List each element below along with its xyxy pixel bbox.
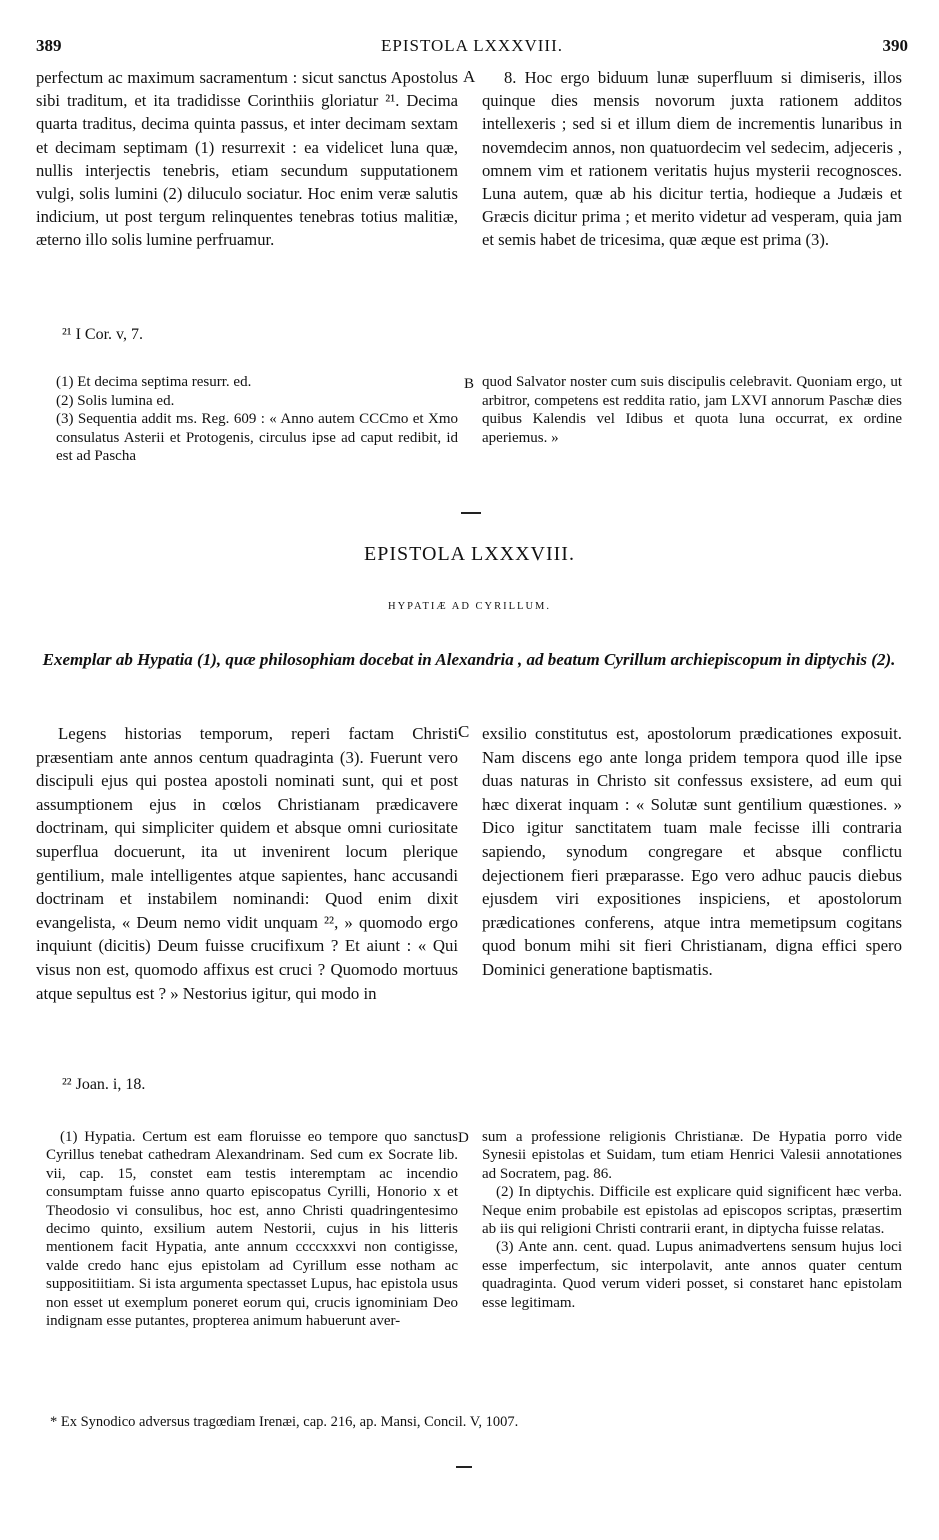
paragraph: perfectum ac maximum sacramentum : sicut sanctus Apostolus sibi traditum, et ita tradidisse Corinthiis gloriatur ²¹. Decima quarta traditus, decima quinta passus, et inter decimam sextam et decimam septimam (1) resurrexit : ea videlicet luna quæ, nullis interjectis tenebris, etiam secundum supputationem vulgi, solis lumini (2) diluculo sociatur. Hoc enim veræ salutis indicium, ut post tergum relinquentes tenebras totius malitiæ, æterno illo solis lumine perfruamur.	[36, 68, 458, 250]
upper-right-notes	[482, 373, 902, 447]
note: (1) Et decima septima resurr. ed.	[56, 374, 252, 390]
margin-marker-d: D	[458, 1130, 469, 1146]
upper-left-column	[36, 66, 458, 252]
note: (3) Sequentia addit ms. Reg. 609 : « Anno autem CCCmo et Xmo consulatus Asterii et Protogenis, circulus ipse ad caput redibit, id est ad Pascha	[56, 411, 458, 464]
running-header	[36, 36, 908, 58]
paragraph: Legens historias temporum, reperi factam Christi præsentiam ante annos centum quadraginta (3). Fuerunt vero discipuli ejus qui postea apostoli nominati sunt, qui et post assumptionem ejus in cœlos Christianam prædicavere doctrinam, qui simpliciter quidem et absque omni curiositate superflua docuerunt, ita ut invenirent locum plerique gentilium, male intelligentes atque sapientes, hanc accusandi doctrinam et instabilem nominandi: Quod enim dixit evangelista, « Deum nemo vidit unquam ²², » quomodo ergo inquiunt (dicitis) Deum fuisse crucifixum ? Et aiunt : « Qui visus non est, quomodo affixus est cruci ? Quomodo mortuus atque sepultus est ? » Nestorius igitur, qui modo in	[36, 724, 458, 1003]
epistle-intro: Exemplar ab Hypatia (1), quæ philosophiam docebat in Alexandria , ad beatum Cyrillum archiepiscopum in diptychis (2).	[42, 650, 896, 669]
source-footnote: * Ex Synodico adversus tragœdiam Irenæi, cap. 216, ap. Mansi, Concil. V, 1007.	[50, 1414, 519, 1430]
note: sum a professione religionis Christianæ. De Hypatia porro vide Synesii epistolas et Suidam, tum etiam Henrici Valesii annotationes ad Socratem, pag. 86.	[482, 1129, 902, 1182]
margin-marker-c: C	[458, 722, 470, 741]
epistle-title: EPISTOLA LXXXVIII.	[364, 543, 575, 565]
margin-marker-b: B	[464, 376, 475, 392]
footnote-reference: ²² Joan. i, 18.	[62, 1076, 146, 1093]
page-number-left: 389	[36, 36, 62, 55]
margin-marker-a: A	[463, 67, 476, 86]
note: (1) Hypatia. Certum est eam floruisse eo tempore quo sanctus Cyrillus tenebat cathedram Alexandrinam. Sed cum ex Socrate lib. vii, cap. 15, constet eam testis interemptam ac incendio consumptam fuisse anno quarto episcopatus Cyrilli, Honorio x et Theodosio vi consulibus, hoc est, anno Christi quadringentesimo decimo quinto, exsilium autem Nestorii, cujus in his litteris mentionem facit Hypatia, ante annum ccccxxxvi non contigisse, valde credo hanc ejus epistolam ad Cyrillum esse notham ac suppositiitiam. Si ista argumenta spectasset Lupus, hac epistola usus non esset ut exemplum poneret eorum qui, crucis ignominiam Deo indignam esse putantes, propterea animum habuerunt aver-	[46, 1129, 458, 1330]
note: (2) Solis lumina ed.	[56, 392, 175, 409]
paragraph: exsilio constitutus est, apostolorum prædicationes exposuit. Nam discens ego ante longa pridem tempora quod ille ipse duas naturas in Christo sit confessus exsistere, ad eum qui hæc dixerat inquam : « Solutæ sunt gentilium quæstiones. » Dico igitur sanctitatem tuam male fecisse illi contraria sapiendo, synodum congregare et absque conflictu dejectionem fieri præparasse. Ego vero adhuc paucis diebus ejusdem viri expositiones inspiciens, et apostolorum prædicationes conferens, atque intra memetipsum cogitans quod bonum mihi sit fieri Christianam, digna effici spero Dominici generatione baptismatis.	[482, 724, 902, 979]
note: (3) Ante ann. cent. quad. Lupus animadvertens sensum hujus loci esse imperfectum, sic interpolavit, ante annos quater centum quadraginta. Quod verum videri posset, si constaret hanc epistolam esse legitimam.	[482, 1239, 902, 1311]
paragraph: 8. Hoc ergo biduum lunæ superfluum si dimiseris, illos quinque dies mensis novorum juxta rationem additos intellexeris ; sed si et illum diem de incrementis lunaribus in novemdecim annos, non quatuordecim vel sedecim, adjeceris , omnem vim et rationem veritatis hujus mysterii recognosces. Luna autem, quæ ab his dicitur tertia, hodieque a Judæis et Græcis dicitur prima ; et merito videtur ad vesperam, quia jam et semis habet de tricesima, quæ æque est prima (3).	[482, 68, 902, 250]
epistle-right-column	[482, 722, 902, 982]
running-title: EPISTOLA LXXXVIII.	[380, 36, 563, 55]
upper-right-column	[482, 66, 902, 252]
page-number-right: 390	[882, 36, 908, 55]
epistle-left-column	[36, 722, 458, 1005]
note: quod Salvator noster cum suis discipulis celebravit. Quoniam ergo, ut arbitror, competens est reddita ratio, jam LXVI annorum Paschæ dies quibus Kalendis vel Idibus et quota luna occurrat, ex ordine aperiemus. »	[482, 374, 902, 446]
epistle-left-notes	[36, 1128, 458, 1330]
upper-left-notes	[36, 373, 458, 466]
epistle-subtitle: HYPATIÆ AD CYRILLUM.	[387, 601, 551, 612]
footnote-reference: ²¹ I Cor. v, 7.	[62, 326, 143, 343]
section-divider	[461, 512, 481, 514]
note: (2) In diptychis. Difficile est explicare quid significent hæc verba. Neque enim probabile est epistolas ad episcopos scriptas, præsertim ab iis qui religioni Christi contrarii erant, in diptycha fuisse relatas.	[482, 1184, 902, 1238]
epistle-right-notes	[482, 1128, 902, 1312]
page-end-divider	[456, 1466, 472, 1468]
